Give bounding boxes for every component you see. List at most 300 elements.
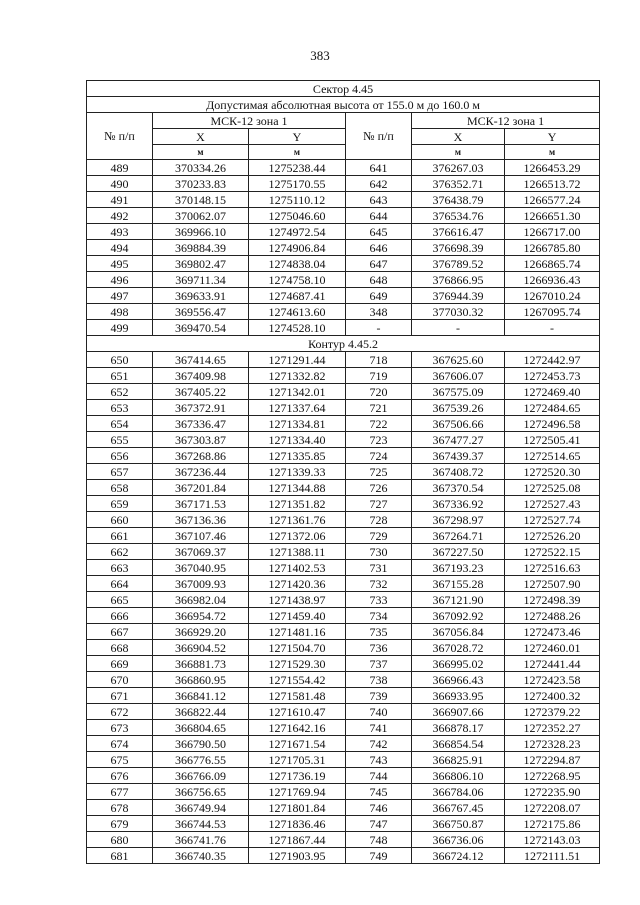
y-coordinate: 1266651.30 — [505, 208, 600, 224]
unit-label: м — [505, 145, 600, 160]
sector-title: Сектор 4.45 — [87, 81, 600, 97]
x-coordinate: 367414.65 — [153, 352, 249, 368]
point-number: 663 — [87, 560, 153, 576]
y-coordinate: 1272498.39 — [505, 592, 600, 608]
point-number: 647 — [346, 256, 412, 272]
y-coordinate: 1266785.80 — [505, 240, 600, 256]
x-coordinate: 367370.54 — [412, 480, 505, 496]
table-row — [87, 720, 600, 736]
y-coordinate: 1272352.27 — [505, 720, 600, 736]
table-row — [87, 752, 600, 768]
point-number: 644 — [346, 208, 412, 224]
point-number: 729 — [346, 528, 412, 544]
point-number: 737 — [346, 656, 412, 672]
x-coordinate: 366724.12 — [412, 848, 505, 864]
table-row — [87, 512, 600, 528]
y-coordinate: 1271344.88 — [249, 480, 346, 496]
y-column-header: Y — [249, 129, 346, 145]
y-coordinate: 1272379.22 — [505, 704, 600, 720]
point-number: 666 — [87, 608, 153, 624]
point-number: 491 — [87, 192, 153, 208]
y-coordinate: 1272488.26 — [505, 608, 600, 624]
y-coordinate: 1272469.40 — [505, 384, 600, 400]
point-number: 723 — [346, 432, 412, 448]
point-number: 492 — [87, 208, 153, 224]
y-coordinate: 1272294.87 — [505, 752, 600, 768]
y-coordinate: 1271529.30 — [249, 656, 346, 672]
point-number: 650 — [87, 352, 153, 368]
x-coordinate: 367040.95 — [153, 560, 249, 576]
x-coordinate: 366907.66 — [412, 704, 505, 720]
y-coordinate: 1272525.08 — [505, 480, 600, 496]
point-number: 653 — [87, 400, 153, 416]
y-coordinate: 1271438.97 — [249, 592, 346, 608]
x-coordinate: 366806.10 — [412, 768, 505, 784]
point-number: 497 — [87, 288, 153, 304]
contour-section — [87, 336, 600, 352]
point-number: 675 — [87, 752, 153, 768]
y-coordinate: 1271610.47 — [249, 704, 346, 720]
point-number: 736 — [346, 640, 412, 656]
y-coordinate: 1274758.10 — [249, 272, 346, 288]
x-coordinate: 367372.91 — [153, 400, 249, 416]
point-number: - — [346, 320, 412, 336]
coordinates-table — [86, 80, 600, 864]
table-row — [87, 352, 600, 368]
x-coordinate: 367136.36 — [153, 512, 249, 528]
point-number: 651 — [87, 368, 153, 384]
point-number: 658 — [87, 480, 153, 496]
point-number: 739 — [346, 688, 412, 704]
x-coordinate: 366744.53 — [153, 816, 249, 832]
point-number: 733 — [346, 592, 412, 608]
x-coordinate: 376944.39 — [412, 288, 505, 304]
x-coordinate: 367092.92 — [412, 608, 505, 624]
x-coordinate: 369884.39 — [153, 240, 249, 256]
x-coordinate: 366750.87 — [412, 816, 505, 832]
point-number: 744 — [346, 768, 412, 784]
point-number: 493 — [87, 224, 153, 240]
x-coordinate: 369633.91 — [153, 288, 249, 304]
point-number: 720 — [346, 384, 412, 400]
x-coordinate: 367298.97 — [412, 512, 505, 528]
point-number: 746 — [346, 800, 412, 816]
x-coordinate: 367069.37 — [153, 544, 249, 560]
point-number: 348 — [346, 304, 412, 320]
point-number: 734 — [346, 608, 412, 624]
x-coordinate: 367155.28 — [412, 576, 505, 592]
point-number: 722 — [346, 416, 412, 432]
table-row — [87, 544, 600, 560]
y-coordinate: 1272527.43 — [505, 496, 600, 512]
num-column-header: № п/п — [346, 113, 412, 160]
y-coordinate: 1272507.90 — [505, 576, 600, 592]
table-row — [87, 160, 600, 176]
table-row — [87, 416, 600, 432]
y-coordinate: 1271836.46 — [249, 816, 346, 832]
table-row — [87, 288, 600, 304]
y-coordinate: 1272111.51 — [505, 848, 600, 864]
y-coordinate: 1271335.85 — [249, 448, 346, 464]
point-number: 665 — [87, 592, 153, 608]
point-number: 743 — [346, 752, 412, 768]
point-number: 490 — [87, 176, 153, 192]
point-number: 641 — [346, 160, 412, 176]
point-number: 667 — [87, 624, 153, 640]
x-coordinate: 366904.52 — [153, 640, 249, 656]
y-coordinate: 1272453.73 — [505, 368, 600, 384]
x-coordinate: 366878.17 — [412, 720, 505, 736]
table-row — [87, 176, 600, 192]
y-coordinate: 1271671.54 — [249, 736, 346, 752]
x-coordinate: 367575.09 — [412, 384, 505, 400]
y-coordinate: 1271420.36 — [249, 576, 346, 592]
y-coordinate: 1272400.32 — [505, 688, 600, 704]
table-row — [87, 304, 600, 320]
x-coordinate: 366767.45 — [412, 800, 505, 816]
contour-rows — [87, 352, 600, 864]
table-row — [87, 240, 600, 256]
y-coordinate: 1272527.74 — [505, 512, 600, 528]
y-coordinate: 1272460.01 — [505, 640, 600, 656]
point-number: 654 — [87, 416, 153, 432]
table-row — [87, 832, 600, 848]
table-row — [87, 464, 600, 480]
point-number: 726 — [346, 480, 412, 496]
point-number: 664 — [87, 576, 153, 592]
point-number: 657 — [87, 464, 153, 480]
table-row — [87, 368, 600, 384]
table-row — [87, 784, 600, 800]
table-row — [87, 768, 600, 784]
y-coordinate: 1274972.54 — [249, 224, 346, 240]
y-coordinate: 1275110.12 — [249, 192, 346, 208]
point-number: 672 — [87, 704, 153, 720]
y-coordinate: 1266513.72 — [505, 176, 600, 192]
y-coordinate: 1272442.97 — [505, 352, 600, 368]
y-coordinate: 1271337.64 — [249, 400, 346, 416]
table-row — [87, 448, 600, 464]
x-coordinate: 366749.94 — [153, 800, 249, 816]
x-coordinate: 370233.83 — [153, 176, 249, 192]
x-coordinate: 367193.23 — [412, 560, 505, 576]
y-coordinate: 1271504.70 — [249, 640, 346, 656]
x-coordinate: 367171.53 — [153, 496, 249, 512]
x-coordinate: 366790.50 — [153, 736, 249, 752]
point-number: 747 — [346, 816, 412, 832]
unit-label: м — [153, 145, 249, 160]
y-coordinate: 1266717.00 — [505, 224, 600, 240]
point-number: 648 — [346, 272, 412, 288]
x-coordinate: 376438.79 — [412, 192, 505, 208]
y-coordinate: 1271642.16 — [249, 720, 346, 736]
point-number: 662 — [87, 544, 153, 560]
x-coordinate: 367408.72 — [412, 464, 505, 480]
y-coordinate: 1272516.63 — [505, 560, 600, 576]
x-coordinate: 367056.84 — [412, 624, 505, 640]
x-coordinate: - — [412, 320, 505, 336]
x-coordinate: 367227.50 — [412, 544, 505, 560]
y-coordinate: 1275170.55 — [249, 176, 346, 192]
point-number: 649 — [346, 288, 412, 304]
point-number: 642 — [346, 176, 412, 192]
x-coordinate: 367201.84 — [153, 480, 249, 496]
x-coordinate: 367439.37 — [412, 448, 505, 464]
y-coordinate: 1272235.90 — [505, 784, 600, 800]
point-number: 741 — [346, 720, 412, 736]
x-coordinate: 370062.07 — [153, 208, 249, 224]
point-number: 498 — [87, 304, 153, 320]
table-row — [87, 848, 600, 864]
point-number: 670 — [87, 672, 153, 688]
table-row — [87, 608, 600, 624]
table-row — [87, 320, 600, 336]
point-number: 499 — [87, 320, 153, 336]
table-row — [87, 736, 600, 752]
x-coordinate: 366854.54 — [412, 736, 505, 752]
x-column-header: X — [153, 129, 249, 145]
point-number: 740 — [346, 704, 412, 720]
x-coordinate: 366933.95 — [412, 688, 505, 704]
table-row — [87, 576, 600, 592]
table-row — [87, 688, 600, 704]
y-coordinate: 1272520.30 — [505, 464, 600, 480]
x-coordinate: 376616.47 — [412, 224, 505, 240]
table-row — [87, 496, 600, 512]
y-coordinate: 1271291.44 — [249, 352, 346, 368]
sector-rows — [87, 160, 600, 336]
point-number: 494 — [87, 240, 153, 256]
point-number: 745 — [346, 784, 412, 800]
y-coordinate: 1271581.48 — [249, 688, 346, 704]
x-coordinate: 369470.54 — [153, 320, 249, 336]
unit-label: м — [249, 145, 346, 160]
y-coordinate: 1272522.15 — [505, 544, 600, 560]
x-coordinate: 369802.47 — [153, 256, 249, 272]
y-coordinate: 1271705.31 — [249, 752, 346, 768]
x-coordinate: 377030.32 — [412, 304, 505, 320]
x-coordinate: 369556.47 — [153, 304, 249, 320]
table-row — [87, 256, 600, 272]
x-column-header: X — [412, 129, 505, 145]
y-coordinate: 1272473.46 — [505, 624, 600, 640]
table-row — [87, 704, 600, 720]
x-coordinate: 376698.39 — [412, 240, 505, 256]
point-number: 725 — [346, 464, 412, 480]
y-coordinate: 1274528.10 — [249, 320, 346, 336]
y-coordinate: 1271769.94 — [249, 784, 346, 800]
x-coordinate: 366966.43 — [412, 672, 505, 688]
x-coordinate: 370148.15 — [153, 192, 249, 208]
point-number: 748 — [346, 832, 412, 848]
table-row — [87, 640, 600, 656]
point-number: 671 — [87, 688, 153, 704]
x-coordinate: 367303.87 — [153, 432, 249, 448]
table-row — [87, 624, 600, 640]
y-coordinate: 1272514.65 — [505, 448, 600, 464]
point-number: 660 — [87, 512, 153, 528]
x-coordinate: 366756.65 — [153, 784, 249, 800]
y-coordinate: 1272441.44 — [505, 656, 600, 672]
point-number: 730 — [346, 544, 412, 560]
y-coordinate: 1272175.86 — [505, 816, 600, 832]
x-coordinate: 376267.03 — [412, 160, 505, 176]
y-coordinate: 1272208.07 — [505, 800, 600, 816]
y-coordinate: 1271339.33 — [249, 464, 346, 480]
x-coordinate: 376789.52 — [412, 256, 505, 272]
x-coordinate: 369966.10 — [153, 224, 249, 240]
y-coordinate: 1267010.24 — [505, 288, 600, 304]
point-number: 681 — [87, 848, 153, 864]
y-coordinate: 1271334.40 — [249, 432, 346, 448]
table-row — [87, 400, 600, 416]
point-number: 724 — [346, 448, 412, 464]
x-coordinate: 367107.46 — [153, 528, 249, 544]
x-coordinate: 376352.71 — [412, 176, 505, 192]
x-coordinate: 376866.95 — [412, 272, 505, 288]
num-column-header: № п/п — [87, 113, 153, 160]
y-coordinate: 1272526.20 — [505, 528, 600, 544]
x-coordinate: 366954.72 — [153, 608, 249, 624]
y-coordinate: 1272423.58 — [505, 672, 600, 688]
y-coordinate: 1271334.81 — [249, 416, 346, 432]
point-number: 643 — [346, 192, 412, 208]
point-number: 669 — [87, 656, 153, 672]
x-coordinate: 366995.02 — [412, 656, 505, 672]
y-coordinate: 1274906.84 — [249, 240, 346, 256]
y-coordinate: 1272328.23 — [505, 736, 600, 752]
y-coordinate: 1271351.82 — [249, 496, 346, 512]
x-coordinate: 367121.90 — [412, 592, 505, 608]
unit-label: м — [412, 145, 505, 160]
table-row — [87, 224, 600, 240]
x-coordinate: 367506.66 — [412, 416, 505, 432]
x-coordinate: 367539.26 — [412, 400, 505, 416]
y-coordinate: 1271481.16 — [249, 624, 346, 640]
contour-title: Контур 4.45.2 — [87, 336, 600, 352]
y-coordinate: 1271342.01 — [249, 384, 346, 400]
x-coordinate: 367236.44 — [153, 464, 249, 480]
point-number: 656 — [87, 448, 153, 464]
x-coordinate: 367028.72 — [412, 640, 505, 656]
x-coordinate: 366929.20 — [153, 624, 249, 640]
y-coordinate: 1271459.40 — [249, 608, 346, 624]
point-number: 721 — [346, 400, 412, 416]
x-coordinate: 370334.26 — [153, 160, 249, 176]
height-note: Допустимая абсолютная высота от 155.0 м до 160.0 м — [87, 97, 600, 113]
point-number: 652 — [87, 384, 153, 400]
y-coordinate: 1272496.58 — [505, 416, 600, 432]
point-number: 676 — [87, 768, 153, 784]
point-number: 680 — [87, 832, 153, 848]
x-coordinate: 367405.22 — [153, 384, 249, 400]
y-coordinate: 1272484.65 — [505, 400, 600, 416]
y-coordinate: 1267095.74 — [505, 304, 600, 320]
x-coordinate: 367477.27 — [412, 432, 505, 448]
y-coordinate: 1271736.19 — [249, 768, 346, 784]
x-coordinate: 366881.73 — [153, 656, 249, 672]
y-coordinate: 1272143.03 — [505, 832, 600, 848]
point-number: 678 — [87, 800, 153, 816]
point-number: 659 — [87, 496, 153, 512]
y-coordinate: 1271801.84 — [249, 800, 346, 816]
x-coordinate: 367625.60 — [412, 352, 505, 368]
table-row — [87, 800, 600, 816]
point-number: 668 — [87, 640, 153, 656]
table-row — [87, 192, 600, 208]
x-coordinate: 366766.09 — [153, 768, 249, 784]
point-number: 732 — [346, 576, 412, 592]
point-number: 495 — [87, 256, 153, 272]
y-coordinate: 1274613.60 — [249, 304, 346, 320]
point-number: 674 — [87, 736, 153, 752]
x-coordinate: 367336.92 — [412, 496, 505, 512]
point-number: 489 — [87, 160, 153, 176]
table-row — [87, 672, 600, 688]
point-number: 718 — [346, 352, 412, 368]
x-coordinate: 369711.34 — [153, 272, 249, 288]
point-number: 661 — [87, 528, 153, 544]
x-coordinate: 367606.07 — [412, 368, 505, 384]
y-coordinate: 1272268.95 — [505, 768, 600, 784]
y-coordinate: 1272505.41 — [505, 432, 600, 448]
table-row — [87, 480, 600, 496]
y-coordinate: 1266577.24 — [505, 192, 600, 208]
y-coordinate: 1275046.60 — [249, 208, 346, 224]
table-row — [87, 560, 600, 576]
x-coordinate: 366784.06 — [412, 784, 505, 800]
point-number: 677 — [87, 784, 153, 800]
x-coordinate: 366860.95 — [153, 672, 249, 688]
point-number: 719 — [346, 368, 412, 384]
x-coordinate: 366740.35 — [153, 848, 249, 864]
x-coordinate: 366822.44 — [153, 704, 249, 720]
y-coordinate: 1266936.43 — [505, 272, 600, 288]
page-number: 383 — [310, 48, 330, 63]
table-row — [87, 208, 600, 224]
point-number: 728 — [346, 512, 412, 528]
y-coordinate: 1271402.53 — [249, 560, 346, 576]
y-coordinate: 1271867.44 — [249, 832, 346, 848]
y-coordinate: 1274838.04 — [249, 256, 346, 272]
x-coordinate: 366982.04 — [153, 592, 249, 608]
y-coordinate: 1271332.82 — [249, 368, 346, 384]
x-coordinate: 366736.06 — [412, 832, 505, 848]
x-coordinate: 366841.12 — [153, 688, 249, 704]
x-coordinate: 366741.76 — [153, 832, 249, 848]
table-row — [87, 528, 600, 544]
point-number: 727 — [346, 496, 412, 512]
y-coordinate: 1271372.06 — [249, 528, 346, 544]
x-coordinate: 366804.65 — [153, 720, 249, 736]
table-row — [87, 432, 600, 448]
x-coordinate: 376534.76 — [412, 208, 505, 224]
point-number: 738 — [346, 672, 412, 688]
y-coordinate: 1275238.44 — [249, 160, 346, 176]
x-coordinate: 367409.98 — [153, 368, 249, 384]
x-coordinate: 366825.91 — [412, 752, 505, 768]
point-number: 673 — [87, 720, 153, 736]
x-coordinate: 367268.86 — [153, 448, 249, 464]
y-coordinate: 1271554.42 — [249, 672, 346, 688]
x-coordinate: 366776.55 — [153, 752, 249, 768]
table-row — [87, 272, 600, 288]
point-number: 496 — [87, 272, 153, 288]
point-number: 679 — [87, 816, 153, 832]
crs-header: МСК-12 зона 1 — [153, 113, 346, 129]
point-number: 742 — [346, 736, 412, 752]
point-number: 655 — [87, 432, 153, 448]
